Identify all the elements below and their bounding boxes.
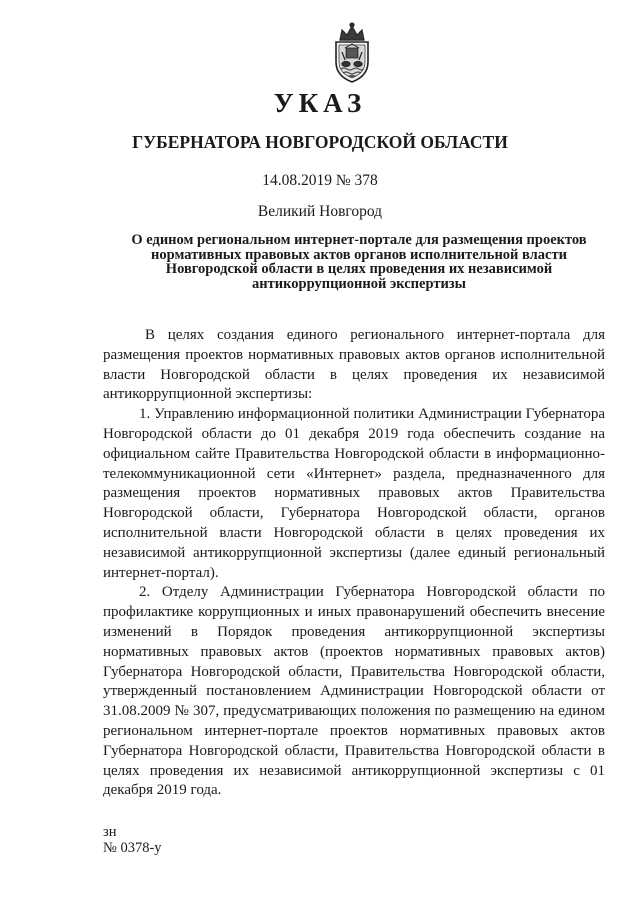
issuer-title: ГУБЕРНАТОРА НОВГОРОДСКОЙ ОБЛАСТИ	[132, 132, 508, 152]
document-footer	[103, 825, 162, 856]
preamble-paragraph: В целях создания единого регионального интернет-портала для размещения проектов нормативных правовых актов органов исполнительной власти Новгородской области в целях проведения их независимой антикоррупционной экспертизы:	[103, 327, 605, 403]
place-of-issue: Великий Новгород	[257, 203, 383, 220]
clause-1-paragraph: 1. Управлению информационной политики Администрации Губернатора Новгородской области до 01 декабря 2019 года обеспечить создание на официальном сайте Правительства Новгородской области в информационно-телекоммуникационной сети «Интернет» раздела, предназначенного для размещения проектов нормативных правовых актов Правительства Новгородской области, Губернатора Новгородской области, органов исполнительной власти Новгородской области в целях проведения их независимой антикоррупционной экспертизы (далее единый региональный интернет-портал).	[103, 406, 605, 581]
coat-of-arms-icon	[328, 22, 376, 84]
document-title: УКАЗ	[273, 88, 367, 118]
clause-2-paragraph: 2. Отделу Администрации Губернатора Новгородской области по профилактике коррупционных и иных правонарушений обеспечить внесение изменений в Порядок проведения антикоррупционной экспертизы нормативных правовых актов (проектов нормативных правовых актов) Губернатора Новгородской области, Правительства Новгородской области, утвержденный постановлением Администрации Новгородской области от 31.08.2009 № 307, предусматривающих положения по размещению на едином региональном интернет-портале проектов нормативных правовых актов Губернатора Новгородской области, Правительства Новгородской области в целях проведения их независимой антикоррупционной экспертизы с 01 декабря 2019 года.	[103, 584, 605, 799]
executor-initials: зн	[103, 824, 117, 840]
heading-line: Новгородской области в целях проведения их независимой	[165, 261, 553, 277]
document-code: № 0378-у	[103, 839, 162, 856]
decree-heading	[112, 233, 606, 291]
date-and-number: 14.08.2019 № 378	[262, 172, 378, 189]
decree-body	[103, 326, 605, 801]
heading-line: О едином региональном интернет-портале для размещения проектов	[131, 232, 587, 248]
heading-line: нормативных правовых актов органов исполнительной власти	[151, 246, 567, 263]
heading-line: антикоррупционной экспертизы	[252, 275, 466, 292]
